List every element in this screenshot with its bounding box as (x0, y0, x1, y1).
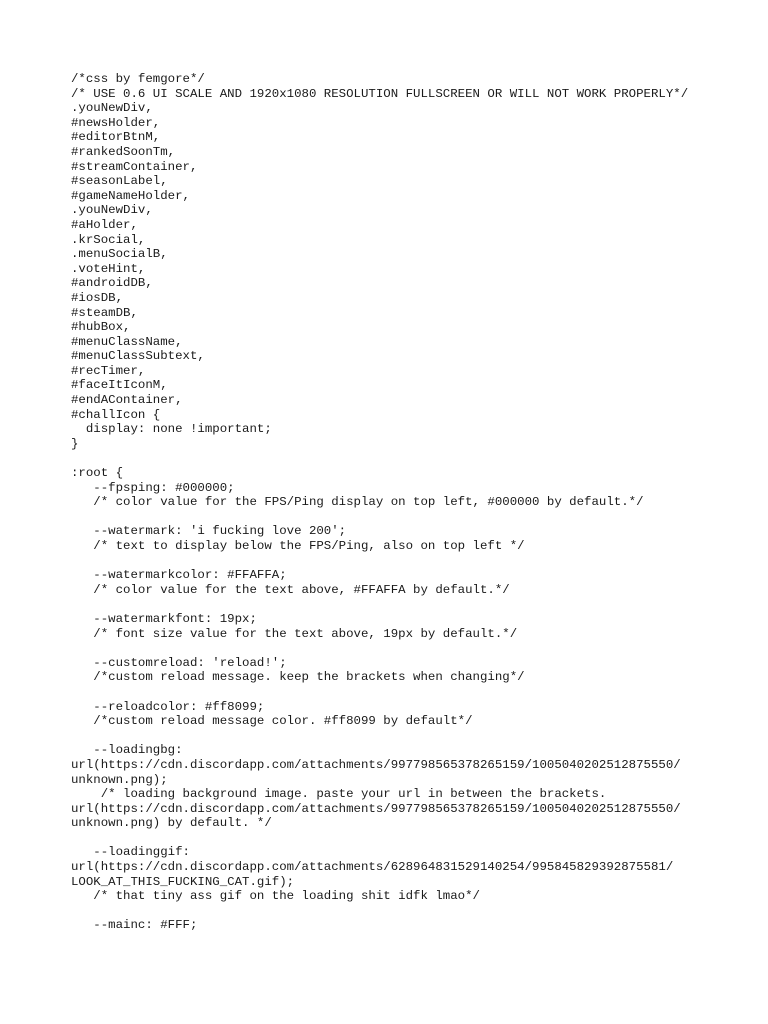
code-line: #androidDB, (71, 276, 153, 291)
code-line: .youNewDiv, (71, 101, 153, 116)
code-line: #endAContainer, (71, 393, 183, 408)
code-line: .voteHint, (71, 261, 146, 276)
code-line: #challIcon { (71, 407, 161, 422)
code-line: LOOK_AT_THIS_FUCKING_CAT.gif); (71, 874, 295, 889)
code-line: unknown.png) by default. */ (71, 816, 272, 831)
code-line: #recTimer, (71, 363, 146, 378)
code-line (71, 597, 751, 612)
code-line: --reloadcolor: #ff8099; (71, 699, 265, 714)
code-line (71, 831, 751, 846)
code-line: --loadinggif: (71, 845, 190, 860)
code-line: #faceItIconM, (71, 378, 168, 393)
code-line (71, 685, 751, 700)
code-line: url(https://cdn.discordapp.com/attachments/997798565378265159/1005040202512875550/ (71, 757, 681, 772)
code-line: /* that tiny ass gif on the loading shit idfk lmao*/ (71, 889, 480, 904)
code-line: --mainc: #FFF; (71, 918, 198, 933)
code-line: display: none !important; (71, 422, 272, 437)
code-line: --watermark: 'i fucking love 200'; (71, 524, 347, 539)
code-line: --watermarkcolor: #FFAFFA; (71, 568, 287, 583)
code-line: unknown.png); (71, 772, 168, 787)
code-line (71, 641, 751, 656)
code-line: .krSocial, (71, 232, 146, 247)
code-line: #rankedSoonTm, (71, 144, 176, 159)
code-line: url(https://cdn.discordapp.com/attachments/628964831529140254/995845829392875581/ (71, 860, 674, 875)
code-line: /*custom reload message color. #ff8099 by default*/ (71, 714, 473, 729)
code-line: #aHolder, (71, 217, 138, 232)
code-line: /* USE 0.6 UI SCALE AND 1920x1080 RESOLUTION FULLSCREEN OR WILL NOT WORK PROPERLY*/ (71, 86, 689, 101)
code-line: .menuSocialB, (71, 247, 168, 262)
code-line: url(https://cdn.discordapp.com/attachments/997798565378265159/1005040202512875550/ (71, 801, 681, 816)
code-line: #iosDB, (71, 290, 124, 305)
code-line: /* font size value for the text above, 19px by default.*/ (71, 626, 518, 641)
code-line: } (71, 436, 79, 451)
code-line: /*custom reload message. keep the brackets when changing*/ (71, 670, 525, 685)
code-line (71, 904, 751, 919)
code-line: #hubBox, (71, 320, 131, 335)
code-line: .youNewDiv, (71, 203, 153, 218)
code-line: :root { (71, 466, 124, 481)
code-line: #menuClassName, (71, 334, 183, 349)
code-line: --watermarkfont: 19px; (71, 611, 257, 626)
code-line (71, 510, 751, 525)
code-line: --loadingbg: (71, 743, 183, 758)
code-line: /* color value for the FPS/Ping display on top left, #000000 by default.*/ (71, 495, 644, 510)
code-line (71, 729, 751, 744)
code-line: #menuClassSubtext, (71, 349, 205, 364)
code-line: /*css by femgore*/ (71, 72, 205, 86)
code-line: #editorBtnM, (71, 130, 161, 145)
code-line (71, 451, 751, 466)
code-line: #gameNameHolder, (71, 188, 190, 203)
code-line: /* loading background image. paste your url in between the brackets. (71, 787, 607, 802)
code-line (71, 554, 751, 569)
code-line: --customreload: 'reload!'; (71, 655, 287, 670)
code-text-block (71, 72, 751, 933)
code-line: /* text to display below the FPS/Ping, also on top left */ (71, 539, 525, 553)
code-line: /* color value for the text above, #FFAFFA by default.*/ (71, 582, 510, 597)
code-line: #seasonLabel, (71, 174, 168, 189)
code-line: --fpsping: #000000; (71, 480, 235, 495)
code-line: #newsHolder, (71, 115, 161, 130)
code-line: #streamContainer, (71, 159, 198, 174)
code-line: #steamDB, (71, 305, 138, 320)
